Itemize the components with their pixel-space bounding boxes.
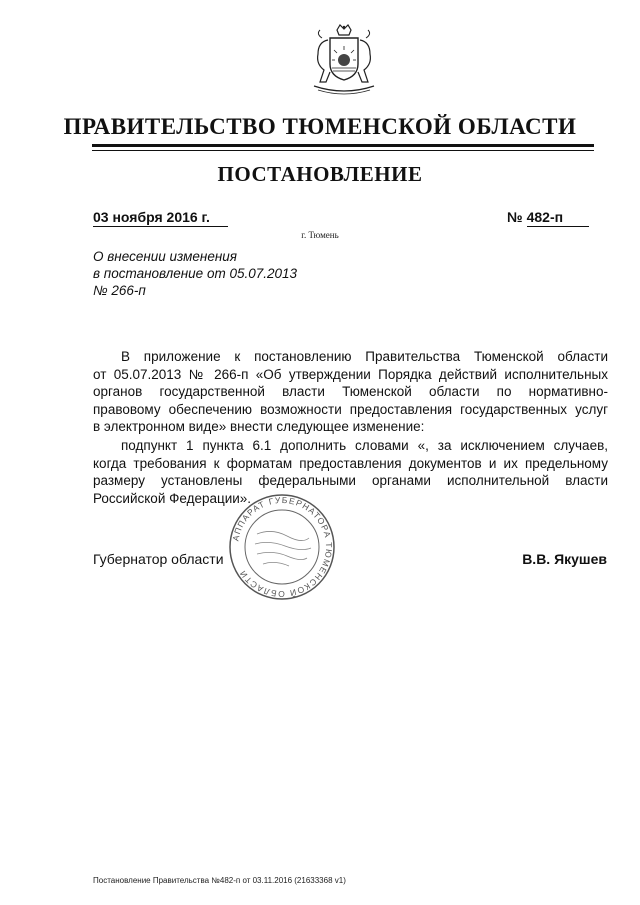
seal-text: АППАРАТ ГУБЕРНАТОРА ТЮМЕНСКОЙ ОБЛАСТИ: [230, 494, 335, 600]
document-number-block: [507, 209, 595, 227]
header-rule-thin: [92, 150, 594, 151]
header-rule-thick: [92, 144, 594, 147]
body-line: в электронном виде» внести следующее изменение:: [93, 419, 425, 434]
organization-title: ПРАВИТЕЛЬСТВО ТЮМЕНСКОЙ ОБЛАСТИ: [63, 114, 577, 139]
coat-of-arms-icon: [304, 24, 384, 100]
subject-line: № 266-п: [93, 283, 146, 298]
subject-line: О внесении изменения: [93, 249, 238, 264]
document-number: 482-п: [527, 209, 589, 227]
body-line: когда требования к форматам предоставления документов и их предельному: [93, 455, 608, 471]
subject-block: [93, 248, 353, 299]
body-line: Российской Федерации».: [93, 490, 252, 506]
body-paragraph-1: [93, 348, 608, 436]
signer-title: Губернатор области: [93, 551, 224, 567]
body-paragraph-2: [93, 437, 608, 507]
document-date: 03 ноября 2016 г.: [93, 209, 228, 227]
city-label: г. Тюмень: [301, 230, 339, 240]
body-line: от 05.07.2013 № 266-п «Об утверждении Порядка действий исполнительных: [93, 366, 608, 382]
footer-note: Постановление Правительства №482-п от 03.11.2016 (21633368 v1): [93, 876, 346, 885]
signer-name: В.В. Якушев: [522, 551, 607, 567]
document-type: ПОСТАНОВЛЕНИЕ: [217, 162, 423, 186]
body-line: правовому обеспечению возможности предоставления государственных услуг: [93, 401, 608, 417]
official-seal-icon: [227, 492, 337, 602]
body-line: органов государственной власти Тюменской области по нормативно-: [93, 384, 608, 399]
body-line: подпункт 1 пункта 6.1 дополнить словами «, за исключением случаев,: [121, 438, 608, 453]
subject-line: в постановление от 05.07.2013: [93, 266, 298, 281]
number-sign: №: [507, 209, 523, 225]
body-line: В приложение к постановлению Правительства Тюменской области: [121, 349, 608, 364]
body-line: размеру установлены федеральными органами исполнительной власти: [93, 473, 608, 488]
